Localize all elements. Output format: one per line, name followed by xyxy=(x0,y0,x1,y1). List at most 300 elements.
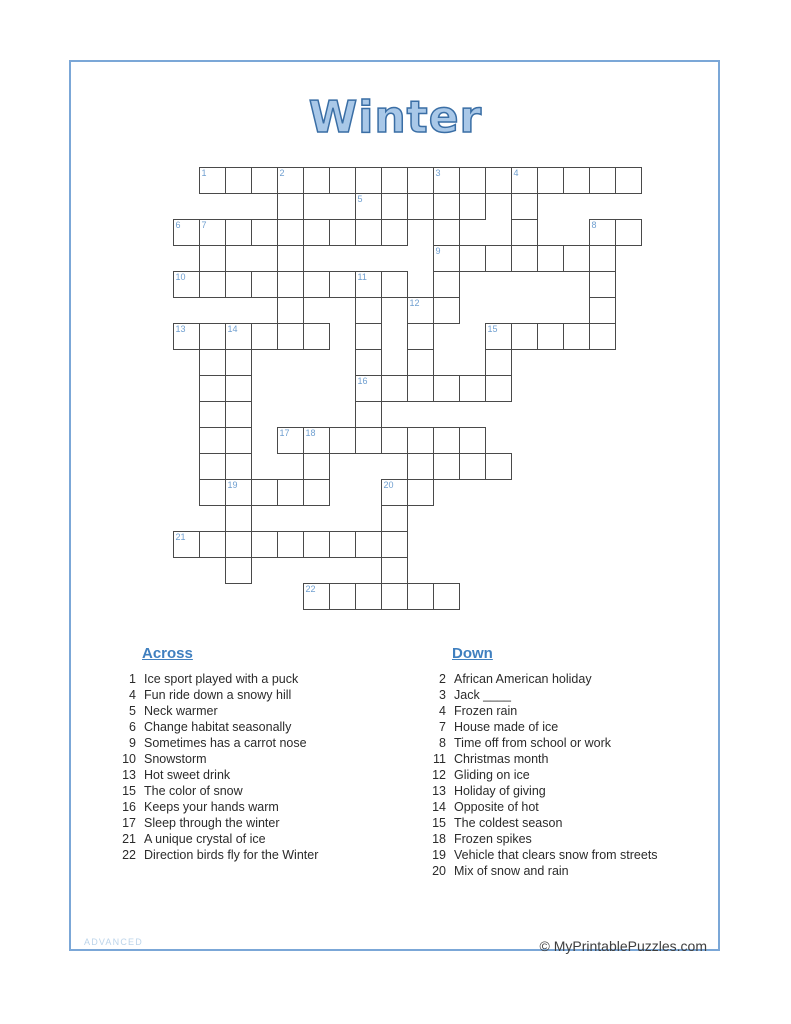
clue-number: 4 xyxy=(439,704,446,718)
grid-cell[interactable] xyxy=(434,220,460,246)
grid-blank xyxy=(174,246,200,272)
grid-cell[interactable] xyxy=(382,480,408,506)
grid-cell[interactable] xyxy=(356,350,382,376)
grid-blank xyxy=(642,610,668,636)
grid-blank xyxy=(717,402,742,428)
grid-cell[interactable] xyxy=(278,272,304,298)
grid-cell[interactable] xyxy=(226,168,252,194)
grid-cell[interactable] xyxy=(434,376,460,402)
grid-blank xyxy=(226,246,252,272)
grid-cell[interactable] xyxy=(174,220,200,246)
clue-number: 7 xyxy=(439,720,446,734)
grid-blank xyxy=(642,402,668,428)
crossword-grid-table xyxy=(173,167,743,635)
grid-cell[interactable] xyxy=(564,168,590,194)
grid-blank xyxy=(642,194,668,220)
grid-blank xyxy=(304,376,330,402)
grid-blank xyxy=(330,350,356,376)
grid-cell[interactable] xyxy=(226,428,252,454)
grid-cell[interactable] xyxy=(512,220,538,246)
grid-blank xyxy=(590,194,616,220)
grid-blank xyxy=(382,402,408,428)
grid-cell[interactable] xyxy=(460,168,486,194)
grid-cell[interactable] xyxy=(278,532,304,558)
grid-blank xyxy=(330,324,356,350)
grid-blank xyxy=(486,272,512,298)
grid-cell[interactable] xyxy=(252,324,278,350)
grid-blank xyxy=(667,350,692,376)
grid-blank xyxy=(460,350,486,376)
grid-blank xyxy=(642,220,668,246)
down-clue-item xyxy=(420,815,710,831)
clue-number: 19 xyxy=(432,848,446,862)
grid-cell[interactable] xyxy=(590,246,616,272)
grid-cell[interactable] xyxy=(590,168,616,194)
grid-cell[interactable] xyxy=(512,194,538,220)
grid-cell[interactable] xyxy=(512,168,538,194)
clue-number: 15 xyxy=(432,816,446,830)
grid-cell[interactable] xyxy=(382,428,408,454)
grid-blank xyxy=(642,246,668,272)
grid-blank xyxy=(278,402,304,428)
grid-blank xyxy=(667,246,692,272)
grid-cell[interactable] xyxy=(200,376,226,402)
grid-cell[interactable] xyxy=(174,324,200,350)
grid-blank xyxy=(538,350,564,376)
clue-number: 9 xyxy=(129,736,136,750)
grid-blank xyxy=(304,506,330,532)
grid-blank xyxy=(434,532,460,558)
grid-cell[interactable] xyxy=(200,324,226,350)
grid-cell-number: 11 xyxy=(357,272,367,282)
grid-blank xyxy=(200,558,226,584)
grid-cell[interactable] xyxy=(616,168,642,194)
grid-blank xyxy=(692,246,717,272)
grid-blank xyxy=(174,168,200,194)
grid-blank xyxy=(460,506,486,532)
grid-cell[interactable] xyxy=(538,168,564,194)
grid-cell[interactable] xyxy=(304,272,330,298)
grid-cell[interactable] xyxy=(304,532,330,558)
grid-cell[interactable] xyxy=(408,454,434,480)
grid-blank xyxy=(486,194,512,220)
grid-blank xyxy=(538,402,564,428)
grid-cell[interactable] xyxy=(434,168,460,194)
grid-cell[interactable] xyxy=(382,584,408,610)
grid-row xyxy=(174,402,743,428)
grid-cell[interactable] xyxy=(460,194,486,220)
clue-number: 11 xyxy=(433,752,446,766)
grid-cell-number: 3 xyxy=(435,168,441,178)
grid-cell[interactable] xyxy=(486,168,512,194)
grid-blank xyxy=(590,376,616,402)
grid-blank xyxy=(512,610,538,636)
down-clue-item xyxy=(420,831,710,847)
grid-blank xyxy=(512,350,538,376)
grid-cell[interactable] xyxy=(356,376,382,402)
grid-blank xyxy=(460,558,486,584)
grid-blank xyxy=(717,298,742,324)
grid-blank xyxy=(564,558,590,584)
grid-cell[interactable] xyxy=(408,428,434,454)
grid-blank xyxy=(590,428,616,454)
grid-cell[interactable] xyxy=(408,350,434,376)
grid-cell[interactable] xyxy=(590,324,616,350)
clue-number: 13 xyxy=(122,768,136,782)
grid-cell[interactable] xyxy=(304,584,330,610)
grid-cell[interactable] xyxy=(434,584,460,610)
grid-cell[interactable] xyxy=(330,272,356,298)
grid-cell[interactable] xyxy=(434,246,460,272)
grid-cell[interactable] xyxy=(382,168,408,194)
grid-blank xyxy=(200,298,226,324)
grid-cell[interactable] xyxy=(356,402,382,428)
grid-cell[interactable] xyxy=(304,168,330,194)
grid-cell[interactable] xyxy=(226,272,252,298)
grid-blank xyxy=(408,532,434,558)
grid-blank xyxy=(486,584,512,610)
grid-blank xyxy=(717,428,742,454)
grid-cell[interactable] xyxy=(356,584,382,610)
grid-blank xyxy=(460,480,486,506)
grid-cell[interactable] xyxy=(278,220,304,246)
grid-blank xyxy=(330,402,356,428)
grid-cell[interactable] xyxy=(408,298,434,324)
grid-blank xyxy=(667,532,692,558)
grid-blank xyxy=(330,246,356,272)
grid-cell[interactable] xyxy=(486,454,512,480)
grid-cell[interactable] xyxy=(226,480,252,506)
grid-blank xyxy=(717,246,742,272)
grid-blank xyxy=(538,454,564,480)
grid-blank xyxy=(642,324,668,350)
grid-cell[interactable] xyxy=(278,168,304,194)
grid-cell-number: 1 xyxy=(201,168,207,178)
grid-cell[interactable] xyxy=(278,298,304,324)
grid-blank xyxy=(408,246,434,272)
grid-blank xyxy=(278,610,304,636)
clue-text: The coldest season xyxy=(454,816,563,830)
grid-cell[interactable] xyxy=(200,428,226,454)
across-clues-column xyxy=(110,645,400,863)
clue-number: 8 xyxy=(439,736,446,750)
grid-blank xyxy=(564,194,590,220)
grid-cell[interactable] xyxy=(538,246,564,272)
grid-cell[interactable] xyxy=(538,324,564,350)
grid-cell[interactable] xyxy=(590,298,616,324)
grid-cell[interactable] xyxy=(356,272,382,298)
grid-cell[interactable] xyxy=(356,532,382,558)
grid-blank xyxy=(538,506,564,532)
grid-blank xyxy=(356,454,382,480)
grid-blank xyxy=(330,480,356,506)
grid-cell[interactable] xyxy=(382,506,408,532)
grid-blank xyxy=(356,610,382,636)
grid-blank xyxy=(226,584,252,610)
grid-cell[interactable] xyxy=(226,506,252,532)
grid-cell[interactable] xyxy=(174,532,200,558)
down-clue-list xyxy=(420,671,710,879)
grid-cell[interactable] xyxy=(434,454,460,480)
grid-cell[interactable] xyxy=(278,324,304,350)
grid-cell[interactable] xyxy=(408,324,434,350)
grid-cell[interactable] xyxy=(226,454,252,480)
grid-cell[interactable] xyxy=(278,194,304,220)
grid-cell[interactable] xyxy=(200,168,226,194)
grid-blank xyxy=(304,558,330,584)
grid-cell[interactable] xyxy=(252,532,278,558)
grid-blank xyxy=(564,272,590,298)
clue-number: 3 xyxy=(439,688,446,702)
grid-cell[interactable] xyxy=(200,220,226,246)
clue-text: Frozen rain xyxy=(454,704,518,718)
grid-row xyxy=(174,324,743,350)
grid-cell[interactable] xyxy=(330,532,356,558)
grid-cell[interactable] xyxy=(434,194,460,220)
grid-cell[interactable] xyxy=(304,220,330,246)
grid-cell[interactable] xyxy=(460,376,486,402)
grid-blank xyxy=(226,298,252,324)
grid-cell[interactable] xyxy=(382,194,408,220)
grid-blank xyxy=(226,194,252,220)
grid-blank xyxy=(667,454,692,480)
grid-cell[interactable] xyxy=(382,220,408,246)
grid-cell[interactable] xyxy=(278,480,304,506)
grid-blank xyxy=(564,506,590,532)
grid-blank xyxy=(252,610,278,636)
grid-cell[interactable] xyxy=(486,246,512,272)
grid-blank xyxy=(174,584,200,610)
grid-cell[interactable] xyxy=(226,402,252,428)
grid-cell[interactable] xyxy=(252,220,278,246)
grid-cell[interactable] xyxy=(330,584,356,610)
grid-cell[interactable] xyxy=(330,168,356,194)
page-title: Winter xyxy=(308,92,483,143)
grid-blank xyxy=(434,610,460,636)
grid-blank xyxy=(692,610,717,636)
grid-blank xyxy=(408,610,434,636)
grid-cell[interactable] xyxy=(278,428,304,454)
grid-blank xyxy=(642,272,668,298)
grid-cell[interactable] xyxy=(356,168,382,194)
grid-cell[interactable] xyxy=(382,558,408,584)
grid-cell[interactable] xyxy=(226,532,252,558)
grid-cell[interactable] xyxy=(460,246,486,272)
grid-cell[interactable] xyxy=(408,194,434,220)
grid-blank xyxy=(174,558,200,584)
difficulty-label: ADVANCED xyxy=(84,937,143,947)
grid-blank xyxy=(460,532,486,558)
grid-cell[interactable] xyxy=(460,454,486,480)
clue-text: Fun ride down a snowy hill xyxy=(144,688,292,702)
grid-cell[interactable] xyxy=(434,272,460,298)
grid-cell[interactable] xyxy=(382,272,408,298)
grid-row xyxy=(174,584,743,610)
grid-cell[interactable] xyxy=(200,350,226,376)
grid-cell[interactable] xyxy=(356,324,382,350)
grid-row xyxy=(174,350,743,376)
grid-cell[interactable] xyxy=(512,324,538,350)
grid-blank xyxy=(174,480,200,506)
grid-blank xyxy=(590,402,616,428)
grid-cell[interactable] xyxy=(564,246,590,272)
grid-blank xyxy=(304,298,330,324)
grid-cell[interactable] xyxy=(200,480,226,506)
grid-blank xyxy=(486,506,512,532)
clue-number: 16 xyxy=(122,800,136,814)
grid-cell[interactable] xyxy=(174,272,200,298)
clue-text: Vehicle that clears snow from streets xyxy=(454,848,658,862)
grid-blank xyxy=(408,506,434,532)
grid-blank xyxy=(642,428,668,454)
grid-blank xyxy=(667,272,692,298)
grid-blank xyxy=(460,298,486,324)
grid-cell[interactable] xyxy=(226,324,252,350)
grid-blank xyxy=(278,376,304,402)
grid-cell[interactable] xyxy=(200,246,226,272)
clue-number: 4 xyxy=(129,688,136,702)
grid-blank xyxy=(717,584,742,610)
down-clue-item xyxy=(420,703,710,719)
grid-blank xyxy=(512,480,538,506)
grid-cell[interactable] xyxy=(252,272,278,298)
grid-blank xyxy=(692,168,717,194)
grid-blank xyxy=(174,350,200,376)
grid-cell[interactable] xyxy=(252,168,278,194)
grid-blank xyxy=(692,298,717,324)
grid-cell[interactable] xyxy=(200,272,226,298)
grid-cell-number: 6 xyxy=(175,220,181,230)
grid-cell[interactable] xyxy=(356,220,382,246)
grid-cell[interactable] xyxy=(512,246,538,272)
grid-cell[interactable] xyxy=(330,428,356,454)
across-clue-item xyxy=(110,799,400,815)
grid-cell[interactable] xyxy=(226,376,252,402)
grid-cell-number: 4 xyxy=(513,168,519,178)
grid-blank xyxy=(278,558,304,584)
grid-cell[interactable] xyxy=(590,272,616,298)
grid-row xyxy=(174,532,743,558)
grid-cell[interactable] xyxy=(486,350,512,376)
grid-cell-number: 18 xyxy=(305,428,316,438)
grid-row xyxy=(174,480,743,506)
grid-cell[interactable] xyxy=(408,480,434,506)
clue-text: Ice sport played with a puck xyxy=(144,672,299,686)
grid-cell[interactable] xyxy=(200,402,226,428)
grid-blank xyxy=(692,272,717,298)
grid-cell[interactable] xyxy=(356,298,382,324)
grid-blank xyxy=(616,350,642,376)
grid-blank xyxy=(486,220,512,246)
grid-cell[interactable] xyxy=(616,220,642,246)
grid-blank xyxy=(434,324,460,350)
grid-cell[interactable] xyxy=(356,428,382,454)
clue-number: 2 xyxy=(439,672,446,686)
down-clue-item xyxy=(420,783,710,799)
clue-text: Frozen spikes xyxy=(454,832,532,846)
grid-cell[interactable] xyxy=(226,558,252,584)
clue-number: 5 xyxy=(129,704,136,718)
grid-blank xyxy=(616,480,642,506)
grid-cell[interactable] xyxy=(382,376,408,402)
grid-blank xyxy=(252,402,278,428)
grid-blank xyxy=(382,246,408,272)
down-clue-item xyxy=(420,671,710,687)
clue-text: Snowstorm xyxy=(144,752,207,766)
across-clue-item xyxy=(110,687,400,703)
grid-cell[interactable] xyxy=(408,168,434,194)
grid-cell[interactable] xyxy=(304,480,330,506)
grid-cell[interactable] xyxy=(200,454,226,480)
grid-cell[interactable] xyxy=(486,376,512,402)
grid-blank xyxy=(717,350,742,376)
grid-cell[interactable] xyxy=(278,246,304,272)
grid-blank xyxy=(692,428,717,454)
grid-blank xyxy=(692,558,717,584)
grid-cell[interactable] xyxy=(330,220,356,246)
grid-blank xyxy=(408,220,434,246)
crossword-grid[interactable] xyxy=(173,167,743,635)
grid-blank xyxy=(200,610,226,636)
grid-cell[interactable] xyxy=(304,454,330,480)
grid-blank xyxy=(692,480,717,506)
down-clue-item xyxy=(420,767,710,783)
grid-blank xyxy=(717,506,742,532)
grid-blank xyxy=(200,506,226,532)
grid-cell[interactable] xyxy=(356,194,382,220)
grid-cell[interactable] xyxy=(590,220,616,246)
grid-cell-number: 9 xyxy=(435,246,441,256)
grid-blank xyxy=(564,532,590,558)
grid-cell[interactable] xyxy=(486,324,512,350)
down-clue-item xyxy=(420,751,710,767)
grid-blank xyxy=(252,350,278,376)
grid-cell[interactable] xyxy=(304,428,330,454)
grid-blank xyxy=(460,272,486,298)
grid-blank xyxy=(174,610,200,636)
grid-cell[interactable] xyxy=(408,376,434,402)
grid-cell[interactable] xyxy=(564,324,590,350)
grid-cell[interactable] xyxy=(304,324,330,350)
grid-cell[interactable] xyxy=(226,220,252,246)
grid-cell[interactable] xyxy=(226,350,252,376)
grid-blank xyxy=(692,454,717,480)
grid-blank xyxy=(512,454,538,480)
across-clue-item xyxy=(110,703,400,719)
clue-text: A unique crystal of ice xyxy=(144,832,266,846)
grid-cell[interactable] xyxy=(434,428,460,454)
grid-blank xyxy=(642,584,668,610)
grid-cell[interactable] xyxy=(434,298,460,324)
grid-blank xyxy=(330,194,356,220)
grid-blank xyxy=(564,428,590,454)
grid-cell-number: 5 xyxy=(357,194,363,204)
grid-blank xyxy=(252,454,278,480)
grid-cell[interactable] xyxy=(460,428,486,454)
grid-cell[interactable] xyxy=(252,480,278,506)
clue-text: Time off from school or work xyxy=(454,736,611,750)
grid-blank xyxy=(590,350,616,376)
grid-blank xyxy=(486,532,512,558)
grid-row xyxy=(174,246,743,272)
down-clue-item xyxy=(420,847,710,863)
grid-cell[interactable] xyxy=(200,532,226,558)
grid-blank xyxy=(590,506,616,532)
clue-text: House made of ice xyxy=(454,720,559,734)
grid-cell[interactable] xyxy=(408,584,434,610)
grid-cell[interactable] xyxy=(382,532,408,558)
grid-blank xyxy=(717,558,742,584)
